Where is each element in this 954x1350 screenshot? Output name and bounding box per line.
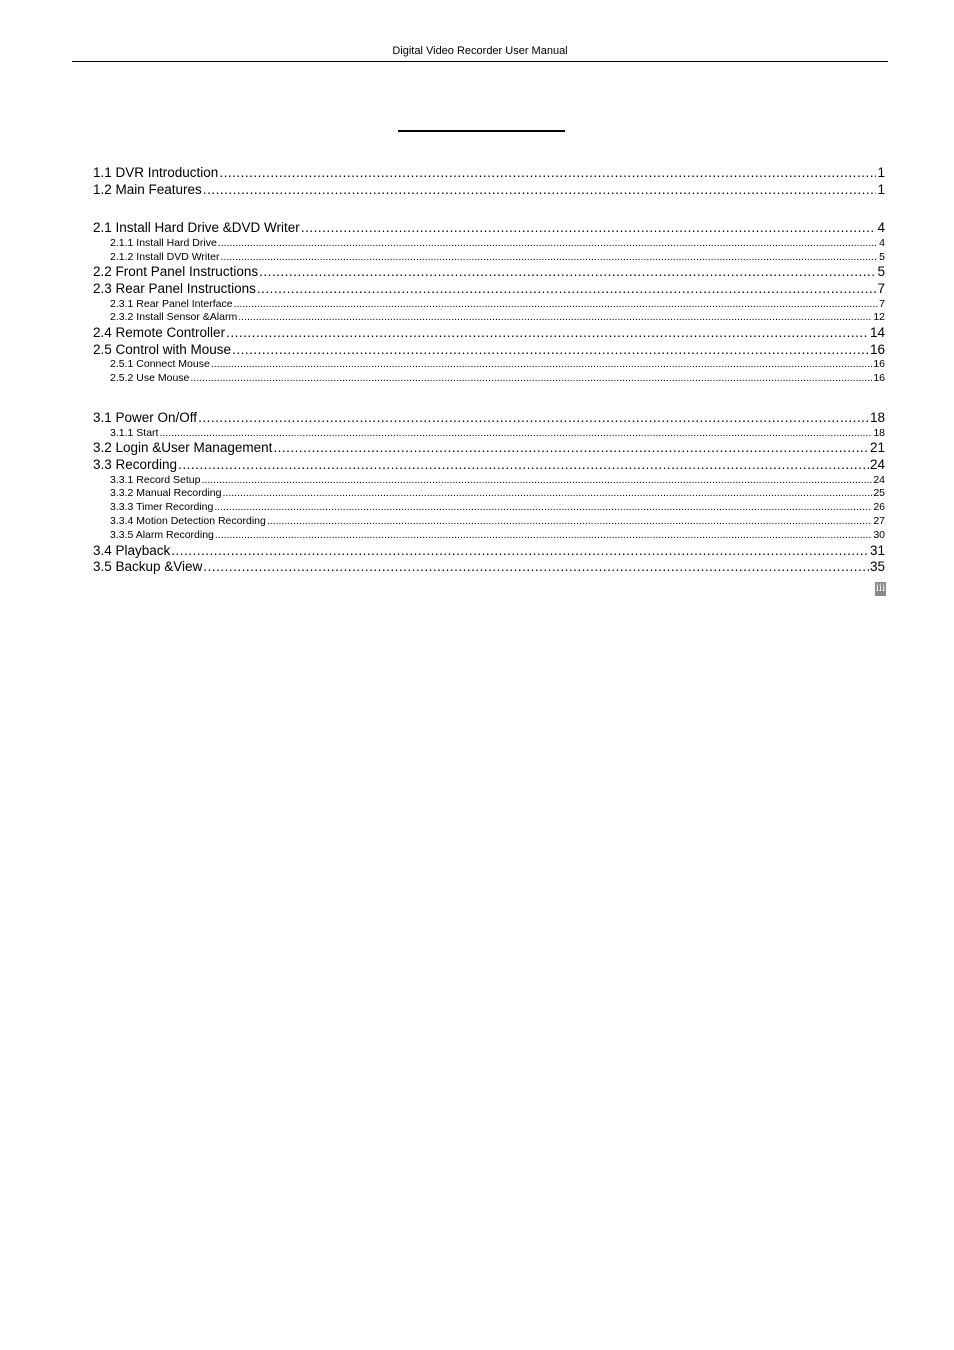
toc-leader-dots	[273, 440, 869, 457]
toc-leader-dots	[171, 543, 869, 560]
toc-group-3	[93, 410, 885, 576]
toc-entry-title: 2.1.1 Install Hard Drive	[110, 236, 217, 249]
toc-subentry[interactable]	[93, 427, 885, 441]
header-title: Digital Video Recorder User Manual	[392, 45, 568, 57]
toc-subentry[interactable]	[93, 237, 885, 251]
toc-leader-dots	[201, 474, 872, 488]
title-underline	[398, 130, 565, 132]
toc-subentry[interactable]	[93, 515, 885, 529]
toc-leader-dots	[214, 501, 872, 515]
toc-leader-dots	[198, 410, 869, 427]
toc-group-2	[93, 220, 885, 386]
toc-subentry[interactable]	[93, 358, 885, 372]
toc-entry[interactable]	[93, 457, 885, 474]
toc-entry-title: 2.3.1 Rear Panel Interface	[110, 297, 233, 310]
toc-entry-title: 2.3 Rear Panel Instructions	[93, 280, 256, 296]
toc-leader-dots	[190, 372, 872, 386]
toc-entry-page: 30	[873, 528, 885, 541]
toc-entry-page: 7	[877, 280, 885, 296]
toc-entry-title: 3.3.3 Timer Recording	[110, 501, 214, 514]
toc-entry-title: 2.5 Control with Mouse	[93, 341, 232, 357]
toc-entry-page: 1	[877, 181, 885, 197]
toc-leader-dots	[301, 220, 877, 237]
toc-leader-dots	[221, 251, 879, 265]
toc-entry[interactable]	[93, 559, 885, 576]
toc-entry[interactable]	[93, 440, 885, 457]
page-number: iii	[875, 583, 886, 594]
toc-leader-dots	[203, 182, 877, 199]
toc-leader-dots	[259, 264, 876, 281]
page-header	[72, 43, 888, 62]
toc-entry-page: 4	[877, 220, 885, 236]
toc-entry[interactable]	[93, 325, 885, 342]
toc-entry-page: 4	[879, 236, 885, 249]
toc-leader-dots	[211, 358, 873, 372]
toc-entry-title: 3.3.5 Alarm Recording	[110, 528, 214, 541]
toc-leader-dots	[159, 427, 872, 441]
toc-entry-page: 16	[869, 341, 885, 357]
toc-entry[interactable]	[93, 410, 885, 427]
toc-entry-page: 14	[869, 325, 885, 341]
toc-leader-dots	[257, 281, 877, 298]
toc-entry-title: 2.1.2 Install DVD Writer	[110, 250, 220, 263]
toc-entry-page: 24	[869, 456, 885, 472]
toc-leader-dots	[215, 529, 872, 543]
toc-entry-page: 21	[869, 440, 885, 456]
toc-entry-title: 1.2 Main Features	[93, 181, 202, 197]
toc-entry-title: 3.1 Power On/Off	[93, 409, 198, 425]
toc-entry-page: 16	[873, 358, 885, 371]
toc-leader-dots	[226, 325, 869, 342]
toc-entry-title: 2.4 Remote Controller	[93, 325, 226, 341]
toc-entry-page: 16	[873, 372, 885, 385]
toc-entry-page: 18	[869, 409, 885, 425]
toc-subentry[interactable]	[93, 311, 885, 325]
toc-subentry[interactable]	[93, 251, 885, 265]
toc-entry-page: 18	[873, 426, 885, 439]
toc-leader-dots	[219, 165, 876, 182]
toc-entry-title: 3.3.4 Motion Detection Recording	[110, 514, 266, 527]
toc-entry-title: 2.5.2 Use Mouse	[110, 372, 190, 385]
toc-entry-title: 1.1 DVR Introduction	[93, 165, 219, 180]
toc-leader-dots	[203, 559, 869, 576]
toc-leader-dots	[267, 515, 872, 529]
toc-entry[interactable]	[93, 543, 885, 560]
toc-entry-page: 35	[869, 559, 885, 575]
toc-leader-dots	[234, 298, 879, 312]
toc-entry[interactable]	[93, 342, 885, 359]
toc-entry-title: 2.1 Install Hard Drive &DVD Writer	[93, 220, 300, 236]
toc-entry-page: 12	[873, 311, 885, 324]
toc-entry-title: 3.3.2 Manual Recording	[110, 487, 222, 500]
toc-entry-page: 27	[873, 514, 885, 527]
toc-entry-page: 5	[879, 250, 885, 263]
toc-leader-dots	[238, 311, 872, 325]
toc-entry-title: 3.2 Login &User Management	[93, 440, 273, 456]
toc-entry-page: 1	[877, 165, 885, 180]
toc-entry-page: 5	[877, 264, 885, 280]
toc-entry[interactable]	[93, 165, 885, 182]
toc-subentry[interactable]	[93, 501, 885, 515]
toc-leader-dots	[223, 487, 873, 501]
toc-entry-title: 2.5.1 Connect Mouse	[110, 358, 210, 371]
toc-entry-title: 3.4 Playback	[93, 542, 171, 558]
toc-leader-dots	[218, 237, 878, 251]
toc-entry[interactable]	[93, 182, 885, 199]
toc-entry-page: 26	[873, 501, 885, 514]
toc-entry-page: 24	[873, 473, 885, 486]
toc-entry-title: 2.2 Front Panel Instructions	[93, 264, 259, 280]
toc-entry-page: 31	[869, 542, 885, 558]
toc-entry-page: 25	[873, 487, 885, 500]
toc-entry-page: 7	[879, 297, 885, 310]
toc-subentry[interactable]	[93, 487, 885, 501]
toc-subentry[interactable]	[93, 474, 885, 488]
toc-group-1	[93, 165, 885, 198]
toc-leader-dots	[178, 457, 869, 474]
toc-entry-title: 2.3.2 Install Sensor &Alarm	[110, 311, 238, 324]
toc-entry-title: 3.3.1 Record Setup	[110, 473, 201, 486]
toc-leader-dots	[232, 342, 869, 359]
toc-entry[interactable]	[93, 264, 885, 281]
toc-entry-title: 3.5 Backup &View	[93, 559, 203, 575]
toc-entry-title: 3.3 Recording	[93, 456, 178, 472]
toc-entry-title: 3.1.1 Start	[110, 426, 159, 439]
table-of-contents	[93, 165, 885, 576]
toc-subentry[interactable]	[93, 372, 885, 386]
toc-subentry[interactable]	[93, 529, 885, 543]
toc-entry[interactable]	[93, 281, 885, 298]
toc-subentry[interactable]	[93, 298, 885, 312]
toc-entry[interactable]	[93, 220, 885, 237]
